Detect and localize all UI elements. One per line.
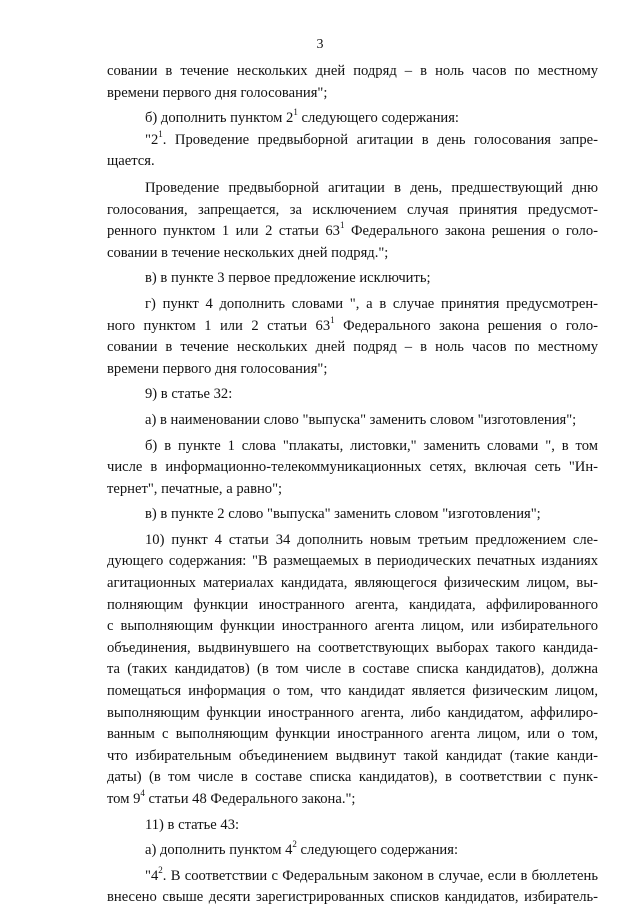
text-line: ного пунктом 1 или 2 статьи $63^1$ Федерального закона решения о голо- (107, 314, 598, 334)
text-line: 11) в статье 43: (145, 816, 240, 833)
text-line: в) в пункте 3 первое предложение исключить; (145, 270, 431, 287)
text-line: помещаться информация о том, что кандидат является физическим лицом, (107, 683, 598, 700)
text-line: ванным с выполняющим функции иностранного агента лицом, или о том, (107, 726, 598, 743)
text-line: том $9^4$ статьи 48 Федерального закона."; (107, 788, 356, 807)
text-line: времени первого дня голосования"; (107, 84, 328, 101)
text-line: полняющим функции иностранного агента, кандидата, аффилированного (107, 596, 598, 613)
document-body (107, 61, 598, 909)
text-line: даты) (в том числе в составе списка кандидатов), в соответствии с пунк- (107, 769, 598, 786)
text-line: голосования, запрещается, за исключением случая принятия предусмот- (107, 201, 598, 218)
text-line: "$2^1$. Проведение предвыборной агитации в день голосования запре- (145, 128, 598, 148)
text-line: внесено свыше десяти зарегистрированных списков кандидатов, избиратель- (107, 889, 598, 906)
text-line: Проведение предвыборной агитации в день, предшествующий дню (145, 179, 598, 196)
text-line: а) в наименовании слово "выпуска" заменить словом "изготовления"; (145, 411, 577, 428)
page-number: 3 (316, 37, 324, 52)
text-line: ренного пунктом 1 или 2 статьи $63^1$ Федерального закона решения о голо- (107, 220, 598, 240)
text-line: что избирательным объединением выдвинут такой кандидат (такие канди- (107, 747, 598, 764)
text-line: дующего содержания: "В размещаемых в периодических печатных изданиях (107, 553, 598, 570)
text-line: тернет", печатные, а равно"; (107, 480, 283, 497)
text-line: выполняющим функции иностранного агента, либо кандидатом, аффилиро- (107, 704, 598, 721)
text-line: г) пункт 4 дополнить словами ", а в случае принятия предусмотрен- (145, 295, 598, 312)
text-line: совании в течение нескольких дней подряд – в ноль часов по местному (107, 339, 598, 356)
text-line: совании в течение нескольких дней подряд."; (107, 244, 389, 261)
text-line: 10) пункт 4 статьи 34 дополнить новым третьим предложением сле- (145, 531, 598, 548)
text-line: совании в течение нескольких дней подряд – в ноль часов по местному (107, 63, 598, 79)
text-line: числе в информационно-телекоммуникационных сетях, включая сеть "Ин- (107, 459, 598, 476)
text-line: времени первого дня голосования"; (107, 360, 328, 377)
text-line: 9) в статье 32: (145, 386, 233, 403)
text-line: щается. (107, 153, 155, 170)
text-line: с выполняющим функции иностранного агента лицом, или избирательного (107, 618, 598, 635)
text-line: "$4^2$. В соответствии с Федеральным законом в случае, если в бюллетень (145, 864, 598, 884)
text-line: б) дополнить пунктом $2^1$ следующего содержания: (145, 107, 459, 127)
text-line: б) в пункте 1 слова "плакаты, листовки," заменить словами ", в том (145, 437, 598, 454)
text-line: а) дополнить пунктом $4^2$ следующего содержания: (145, 839, 459, 859)
text-line: та (таких кандидатов) (в том числе в составе списка кандидатов), должна (107, 661, 598, 678)
text-line: агитационных материалах кандидата, являющегося физическим лицом, вы- (107, 575, 598, 592)
text-line: в) в пункте 2 слово "выпуска" заменить словом "изготовления"; (145, 506, 541, 523)
text-line: объединения, выдвинувшего на соответствующих выборах такого кандида- (107, 639, 598, 656)
